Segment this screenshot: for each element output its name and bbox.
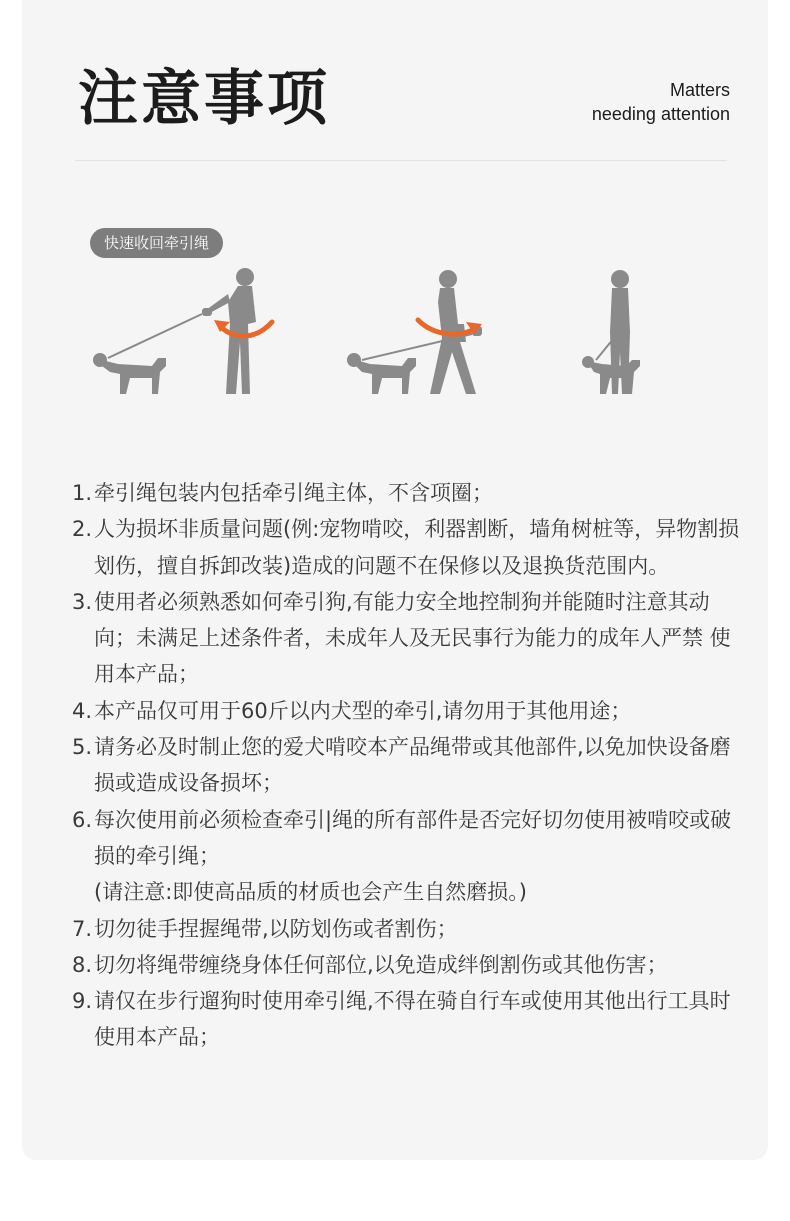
note-text: 切勿将绳带缠绕身体任何部位,以免造成绊倒割伤或其他伤害； [94,952,668,977]
subtitle-line-1: Matters [669,80,730,100]
note-item [72,511,742,584]
note-item [72,947,742,983]
note-number: 3. [72,589,93,614]
page-subtitle [592,78,730,126]
header-divider [75,160,727,161]
retract-leash-tag: 快速收回牵引绳 [90,228,223,258]
note-item [72,802,742,911]
note-number: 8. [72,952,93,977]
note-item [72,475,742,511]
notes-list [72,475,742,1056]
note-number: 7. [72,916,93,941]
subtitle-line-2: needing attention [591,104,730,124]
note-text: 牵引绳包装内包括牵引绳主体，不含项圈； [94,481,493,505]
leash-line-1 [108,314,202,358]
note-number: 4. [72,698,93,723]
note-text: 请仅在步行遛狗时使用牵引绳,不得在骑自行车或使用其他出行工具时使用本产品； [94,989,731,1050]
note-text: 本产品仅可用于60斤以内犬型的牵引,请勿用于其他用途； [94,698,632,723]
note-item [72,983,742,1056]
note-item [72,584,742,693]
dog-figure-2 [347,353,416,394]
leash-retract-illustration [80,262,680,407]
note-text: 使用者必须熟悉如何牵引狗,有能力安全地控制狗并能随时注意其动向；未满足上述条件者，未成年人及无民事行为能力的成年人严禁 使用本产品； [94,589,731,687]
dog-figure-1 [93,353,166,394]
note-text: 切勿徒手捏握绳带,以防划伤或者割伤； [94,916,458,941]
note-text: 人为损坏非质量问题(例:宠物啃咬，利器割断，墙角树桩等，异物割损划伤，擅自拆卸改装)造成的问题不在保修以及退换货范围内。 [94,517,740,578]
note-number: 2. [72,517,93,542]
note-number: 5. [72,735,93,760]
note-text: 每次使用前必须检查牵引|绳的所有部件是否完好切勿使用被啃咬或破损的牵引绳； [94,807,732,868]
note-remark: (请注意:即使高品质的材质也会产生自然磨损。) [94,880,527,905]
note-item [72,911,742,947]
note-number: 1. [72,481,93,505]
page-title: 注意事项 [78,64,330,134]
note-item [72,729,742,802]
note-number: 9. [72,989,93,1014]
note-number: 6. [72,807,93,832]
note-text: 请务必及时制止您的爱犬啃咬本产品绳带或其他部件,以免加快设备磨损或造成设备损坏； [94,735,731,796]
note-item [72,693,742,729]
